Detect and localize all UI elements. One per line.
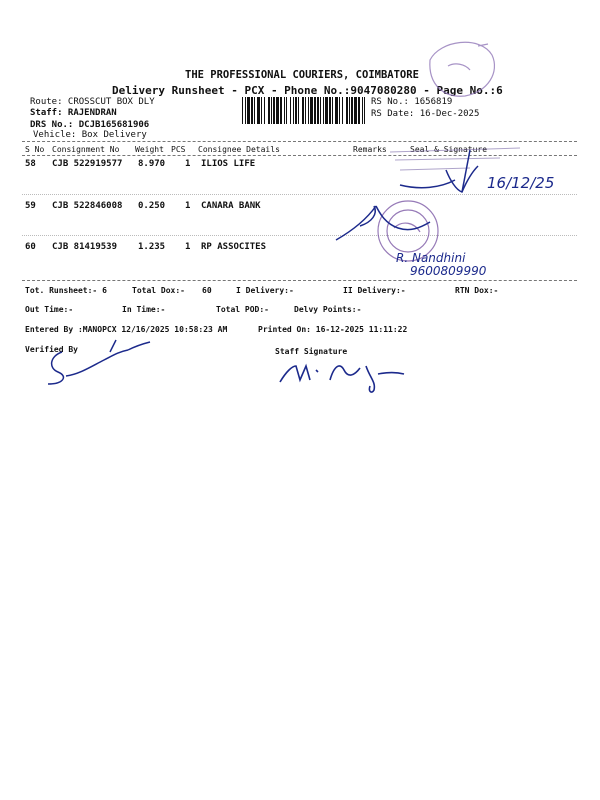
row-weight: 1.235 xyxy=(138,242,166,252)
drs-number: DRS No.: DCJB165681906 xyxy=(30,120,150,130)
out-time: Out Time:- xyxy=(25,305,74,314)
row-consignee: ILIOS LIFE xyxy=(201,159,256,169)
i-delivery: I Delivery:- xyxy=(236,286,294,295)
col-weight: Weight xyxy=(135,145,164,154)
receiver-phone: 9600809990 xyxy=(410,264,487,278)
row-divider xyxy=(22,194,577,195)
company-name: THE PROFESSIONAL COURIERS, COIMBATORE xyxy=(185,69,419,81)
table-top-rule xyxy=(22,141,577,142)
col-consignment: Consignment No xyxy=(52,145,120,154)
row-consignment: CJB 81419539 xyxy=(52,242,118,252)
staff-signature-label: Staff Signature xyxy=(275,347,348,356)
staff-signature-icon xyxy=(280,366,404,392)
row-pcs: 1 xyxy=(185,242,191,252)
table-bottom-rule xyxy=(22,280,577,281)
date-note: 16/12/25 xyxy=(487,174,555,192)
row-consignee: CANARA BANK xyxy=(201,201,261,211)
row-weight: 8.970 xyxy=(138,159,166,169)
row-sno: 59 xyxy=(25,201,36,211)
row-consignment: CJB 522919577 xyxy=(52,159,123,169)
col-consignee: Consignee Details xyxy=(198,145,280,154)
col-remarks: Remarks xyxy=(353,145,387,154)
row-pcs: 1 xyxy=(185,159,191,169)
col-seal-signature: Seal & Signature xyxy=(410,145,488,154)
rtn-dox: RTN Dox:- xyxy=(455,286,499,295)
row-consignee: RP ASSOCITES xyxy=(201,242,267,252)
ii-delivery: II Delivery:- xyxy=(343,286,406,295)
delvy-points: Delvy Points:- xyxy=(294,305,362,314)
round-seal-icon xyxy=(378,201,438,261)
entered-by: Entered By :MANOPCX 12/16/2025 10:58:23 AM xyxy=(25,325,228,334)
rs-date: RS Date: 16-Dec-2025 xyxy=(371,109,480,119)
row1-signature-icon xyxy=(400,150,478,192)
total-dox-label: Total Dox:- xyxy=(132,286,185,295)
row-pcs: 1 xyxy=(185,201,191,211)
col-pcs: PCS xyxy=(171,145,186,154)
printed-on: Printed On: 16-12-2025 11:11:22 xyxy=(258,325,408,334)
row-sno: 60 xyxy=(25,242,36,252)
receiver-name: R. Nandhini xyxy=(396,251,466,265)
total-pod: Total POD:- xyxy=(216,305,269,314)
tot-runsheet: Tot. Runsheet:- 6 xyxy=(25,286,107,295)
row-consignment: CJB 522846008 xyxy=(52,201,123,211)
table-header-rule xyxy=(22,155,577,156)
row-divider xyxy=(22,235,577,236)
in-time: In Time:- xyxy=(122,305,166,314)
vehicle-label: Vehicle: Box Delivery xyxy=(33,130,147,140)
barcode xyxy=(242,97,366,124)
staff-label: Staff: RAJENDRAN xyxy=(30,108,117,118)
col-sno: S No xyxy=(25,145,45,154)
route-label: Route: CROSSCUT BOX DLY xyxy=(30,97,155,107)
total-dox-value: 60 xyxy=(202,286,212,295)
runsheet-title: Delivery Runsheet - PCX - Phone No.:9047080280 - Page No.:6 xyxy=(112,84,503,97)
row-sno: 58 xyxy=(25,159,36,169)
verified-by-label: Verified By xyxy=(25,345,78,354)
rs-number: RS No.: 1656819 xyxy=(371,97,453,107)
row-weight: 0.250 xyxy=(138,201,166,211)
